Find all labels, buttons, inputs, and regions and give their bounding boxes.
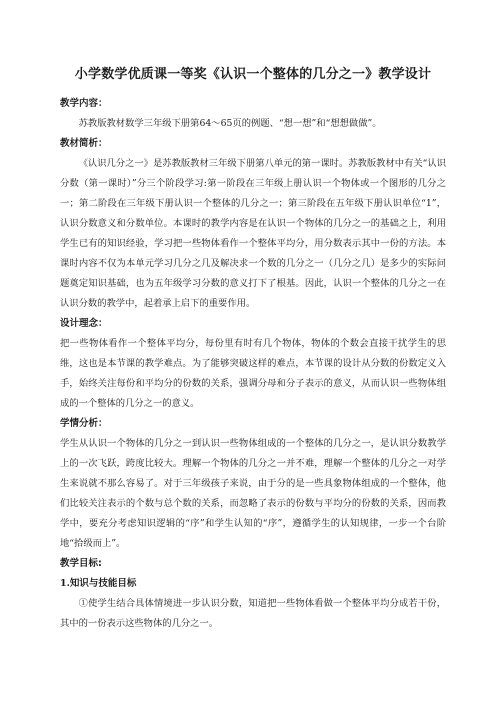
section-heading: 教材简析： xyxy=(60,138,108,149)
section-teaching-goals xyxy=(60,554,446,634)
document-title: 小学数学优质课一等奖《认识一个整体的几分之一》教学设计 xyxy=(74,67,432,82)
section-heading: 教学目标: xyxy=(60,558,102,569)
section-student-analysis xyxy=(60,414,446,554)
section-heading: 学情分析： xyxy=(60,418,108,429)
section-paragraph: 把一些物体看作一个整体平均分，每份里有时有几个物体，物体的个数会直接干扰学生的思维，这也是本节课的教学难点。为了能够突破这样的难点，本节课的设计从分数的份数定义入手，始终关注每份和平均分的份数的关系，强调分母和分子表示的意义，从而认识一些物体组成的一个整体的几分之一的意义。 xyxy=(60,338,446,409)
section-heading: 教学内容： xyxy=(60,98,108,109)
section-paragraph: 学生从认识一个物体的几分之一到认识一些物体组成的一个整体的几分之一，是认识分数教学上的一次飞跃，跨度比较大。理解一个物体的几分之一并不难，理解一个整体的几分之一对学生来说就不那么容易了。对于三年级孩子来说，由于分的是一些具象物体组成的一个整体，他们比较关注表示的个数与总个数的关系，而忽略了表示的份数与平均分的份数的关系，因而教学中，要充分考虑知识逻辑的“序”和学生认知的“序”，遵循学生的认知规律，一步一个台阶地“拾级而上”。 xyxy=(60,438,446,549)
section-design-concept xyxy=(60,314,446,414)
section-paragraph: 苏教版教材数学三年级下册第64～65页的例题、“想一想”和“想想做做”。 xyxy=(78,118,382,129)
section-teaching-content xyxy=(60,94,446,134)
document-page xyxy=(60,66,446,634)
section-paragraph: ①使学生结合具体情境进一步认识分数，知道把一些物体看做一个整体平均分成若干份，其中的一份表示这些物体的几分之一。 xyxy=(60,598,446,629)
section-subheading: 1.知识与技能目标 xyxy=(60,578,137,589)
section-textbook-analysis xyxy=(60,134,446,314)
section-heading: 设计理念： xyxy=(60,318,108,329)
section-paragraph: 《认识几分之一》是苏教版教材三年级下册第八单元的第一课时。苏教版教材中有关“认识分数（第一课时）”分三个阶段学习:第一阶段在三年级上册认识一个物体或一个图形的几分之一；第二阶段在三年级下册认识一个整体的几分之一；第三阶段在五年级下册认识单位“1”，认识分数意义和分数单位。本课时的教学内容是在认识一个物体的几分之一的基础之上，利用学生已有的知识经验，学习把一些物体看作一个整体平均分，用分数表示其中一份的方法。本课时内容不仅为本单元学习几分之几及解决求一个数的几分之一（几分之几）是多少的实际问题奠定知识基础，也为五年级学习分数的意义打下了根基。因此，认识一个整体的几分之一在认识分数的教学中，起着承上启下的重要作用。 xyxy=(60,158,446,309)
